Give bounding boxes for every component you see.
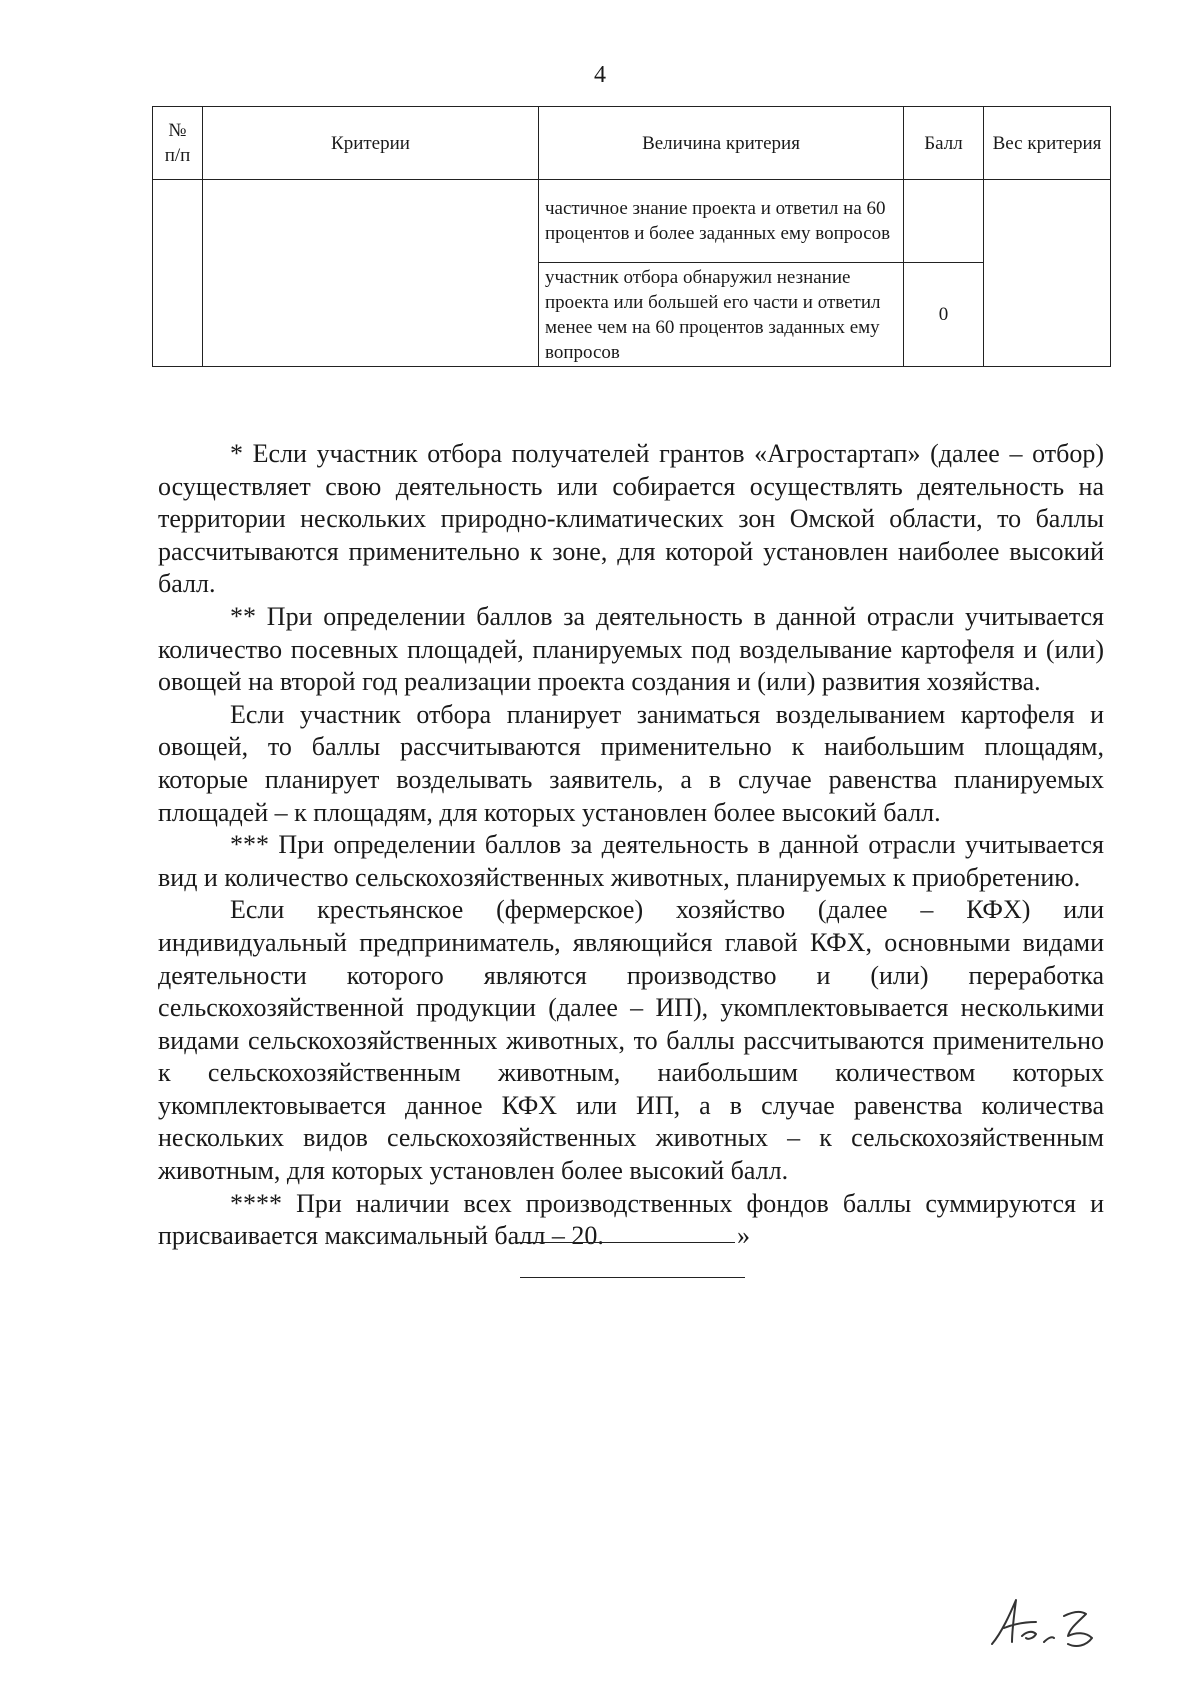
cell-score: 0	[904, 263, 984, 367]
closing-quote: »	[737, 1221, 750, 1250]
cell-value: частичное знание проекта и ответил на 60 процентов и более заданных ему вопросов	[539, 180, 904, 263]
header-score: Балл	[904, 107, 984, 180]
footnote-2-continued: Если участник отбора планирует заниматься возделыванием картофеля и овощей, то баллы рассчитываются применительно к наибольшим площадям, которые планирует возделывать заявитель, а в случае равенства планируемых площадей – к площадям, для которых установлен более высокий балл.	[158, 699, 1104, 827]
footnote-2: ** При определении баллов за деятельность в данной отрасли учитывается количество посевных площадей, планируемых под возделывание картофеля и (или) овощей на второй год реализации проекта создания и (или) развития хозяйства.	[158, 601, 1104, 697]
header-criteria: Критерии	[203, 107, 539, 180]
footnotes	[158, 438, 1104, 1253]
criteria-table	[152, 106, 1111, 367]
header-num: № п/п	[153, 107, 203, 180]
footnote-4: **** При наличии всех производственных фондов баллы суммируются и присваивается максимальный балл – 20.	[158, 1188, 1104, 1251]
cell-score	[904, 180, 984, 263]
header-value: Величина критерия	[539, 107, 904, 180]
cell-criteria	[203, 180, 539, 367]
closing-line	[520, 1265, 745, 1278]
signature-image	[982, 1592, 1112, 1657]
page-number: 4	[594, 62, 606, 88]
footnote-1: * Если участник отбора получателей грантов «Агростартап» (далее – отбор) осуществляет свою деятельность или собирается осуществлять деятельность на территории нескольких природно-климатических зон Омской области, то баллы рассчитываются применительно к зоне, для которой установлен наиболее высокий балл.	[158, 439, 1104, 599]
cell-weight	[984, 180, 1111, 367]
table-row	[153, 180, 1111, 263]
header-weight: Вес критерия	[984, 107, 1111, 180]
table-header-row	[153, 107, 1111, 180]
cell-value: участник отбора обнаружил незнание проекта или большей его части и ответил менее чем на 60 процентов заданных ему вопросов	[539, 263, 904, 367]
footnote-3: *** При определении баллов за деятельность в данной отрасли учитывается вид и количество сельскохозяйственных животных, планируемых к приобретению.	[158, 830, 1104, 892]
closing-line	[515, 1226, 735, 1243]
footnote-3-continued: Если крестьянское (фермерское) хозяйство (далее – КФХ) или индивидуальный предприниматель, являющийся главой КФХ, основными видами деятельности которого являются производство и (или) переработка сельскохозяйственной продукции (далее – ИП), укомплектовывается несколькими видами сельскохозяйственных животных, то баллы рассчитываются применительно к сельскохозяйственным животным, наибольшим количеством которых укомплектовывается данное КФХ или ИП, а в случае равенства количества нескольких видов сельскохозяйственных животных – к сельскохозяйственным животным, для которых установлен более высокий балл.	[158, 895, 1104, 1186]
cell-num	[153, 180, 203, 367]
